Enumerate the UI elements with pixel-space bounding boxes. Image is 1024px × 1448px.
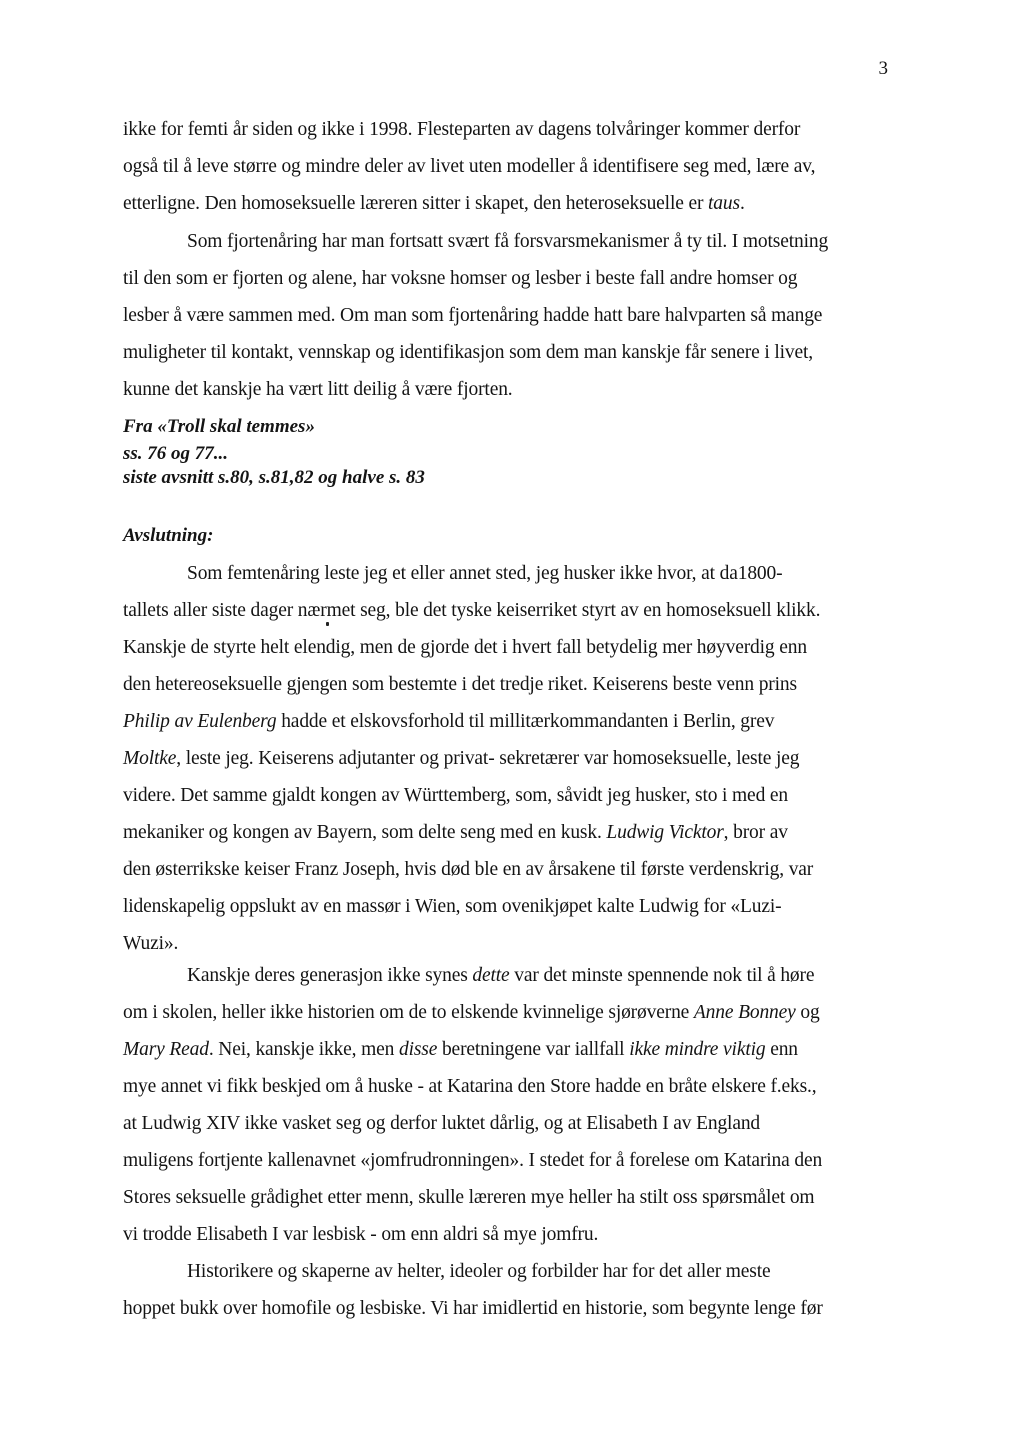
- text: etterligne. Den homoseksuelle læreren sitter i skapet, den heteroseksuelle er: [123, 193, 709, 214]
- text: var det minste spennende nok til å høre: [509, 965, 815, 986]
- paragraph-2-line-4: muligheter til kontakt, vennskap og identifikasjon som dem man kanskje får senere i livet,: [123, 342, 813, 363]
- emphasis-name: Moltke: [123, 748, 177, 769]
- paragraph-1-line-3: [123, 192, 745, 216]
- paragraph-3-line-5: [123, 710, 774, 734]
- paragraph-3-line-3: Kanskje de styrte helt elendig, men de gjorde det i hvert fall betydelig mer høyverdig enn: [123, 637, 807, 658]
- paragraph-3-line-2: tallets aller siste dager nærmet seg, ble det tyske keiserriket styrt av en homoseksuell klikk.: [123, 600, 821, 621]
- paragraph-2-line-2: til den som er fjorten og alene, har voksne homser og lesber i beste fall andre homser og: [123, 268, 798, 289]
- page-number: 3: [878, 58, 888, 79]
- reference-pages: ss. 76 og 77...: [123, 443, 229, 464]
- text: enn: [765, 1039, 798, 1060]
- emphasis-name: Ludwig Vicktor: [606, 822, 724, 843]
- paragraph-3-line-8: [123, 821, 788, 845]
- text: og: [795, 1002, 820, 1023]
- scan-artifact: [326, 622, 329, 626]
- paragraph-2-line-5: kunne det kanskje ha vært litt deilig å være fjorten.: [123, 379, 513, 400]
- emphasis-name: Anne Bonney: [693, 1002, 796, 1023]
- paragraph-3-line-9: den østerrikske keiser Franz Joseph, hvis død ble en av årsakene til første verdenskrig, var: [123, 859, 814, 880]
- paragraph-3-line-7: videre. Det samme gjaldt kongen av Württemberg, som, såvidt jeg husker, sto i med en: [123, 785, 788, 806]
- paragraph-5-line-1: Historikere og skaperne av helter, ideoler og forbilder har for det aller meste: [187, 1261, 771, 1282]
- paragraph-4-line-4: mye annet vi fikk beskjed om å huske - at Katarina den Store hadde en bråte elskere f.eks.,: [123, 1076, 817, 1097]
- paragraph-5-line-2: hoppet bukk over homofile og lesbiske. Vi har imidlertid en historie, som begynte lenge før: [123, 1298, 823, 1319]
- text: . Nei, kanskje ikke, men: [208, 1039, 399, 1060]
- paragraph-2-line-1: Som fjortenåring har man fortsatt svært få forsvarsmekanismer å ty til. I motsetning: [187, 231, 829, 252]
- text: mekaniker og kongen av Bayern, som delte seng med en kusk.: [123, 822, 607, 843]
- paragraph-4-line-2: [123, 1001, 820, 1025]
- emphasis: dette: [472, 965, 510, 986]
- paragraph-4-line-1: [187, 964, 814, 988]
- paragraph-4-line-6: muligens fortjente kallenavnet «jomfrudronningen». I stedet for å forelese om Katarina den: [123, 1150, 823, 1171]
- text: beretningene var iallfall: [437, 1039, 630, 1060]
- reference-sections: siste avsnitt s.80, s.81,82 og halve s. 83: [123, 467, 425, 488]
- emphasis: ikke mindre viktig: [629, 1039, 766, 1060]
- paragraph-4-line-3: [123, 1038, 798, 1062]
- paragraph-4-line-7: Stores seksuelle grådighet etter menn, skulle læreren mye heller ha stilt oss spørsmålet om: [123, 1187, 815, 1208]
- reference-source: Fra «Troll skal temmes»: [123, 416, 315, 437]
- emphasis-name: Philip av Eulenberg: [123, 711, 277, 732]
- text: om i skolen, heller ikke historien om de to elskende kvinnelige sjørøverne: [123, 1002, 694, 1023]
- paragraph-1-line-1: ikke for femti år siden og ikke i 1998. Flesteparten av dagens tolvåringer kommer derfor: [123, 119, 801, 140]
- paragraph-2-line-3: lesber å være sammen med. Om man som fjortenåring hadde hatt bare halvparten så mange: [123, 305, 823, 326]
- paragraph-3-line-4: den hetereoseksuelle gjengen som bestemte i det tredje riket. Keiserens beste venn prins: [123, 674, 797, 695]
- paragraph-4-line-8: vi trodde Elisabeth I var lesbisk - om enn aldri så mye jomfru.: [123, 1224, 599, 1245]
- paragraph-4-line-5: at Ludwig XIV ikke vasket seg og derfor luktet dårlig, og at Elisabeth I av England: [123, 1113, 761, 1134]
- text: , leste jeg. Keiserens adjutanter og privat- sekretærer var homoseksuelle, leste jeg: [176, 748, 800, 769]
- paragraph-3-line-1: Som femtenåring leste jeg et eller annet sted, jeg husker ikke hvor, at da1800-: [187, 563, 783, 584]
- emphasis: disse: [398, 1039, 438, 1060]
- text: , bror av: [723, 822, 788, 843]
- paragraph-3-line-10: lidenskapelig oppslukt av en massør i Wien, som ovenikjøpet kalte Ludwig for «Luzi-: [123, 896, 782, 917]
- text: Kanskje deres generasjon ikke synes: [187, 965, 473, 986]
- text: hadde et elskovsforhold til millitærkommandanten i Berlin, grev: [276, 711, 775, 732]
- paragraph-1-line-2: også til å leve større og mindre deler av livet uten modeller å identifisere seg med, lære av,: [123, 156, 816, 177]
- section-heading-avslutning: Avslutning:: [123, 525, 214, 546]
- emphasis-name: Mary Read: [123, 1039, 209, 1060]
- text: .: [739, 193, 745, 214]
- paragraph-3-line-11: Wuzi».: [123, 933, 179, 954]
- paragraph-3-line-6: [123, 747, 799, 771]
- emphasis-taus: taus: [708, 193, 740, 214]
